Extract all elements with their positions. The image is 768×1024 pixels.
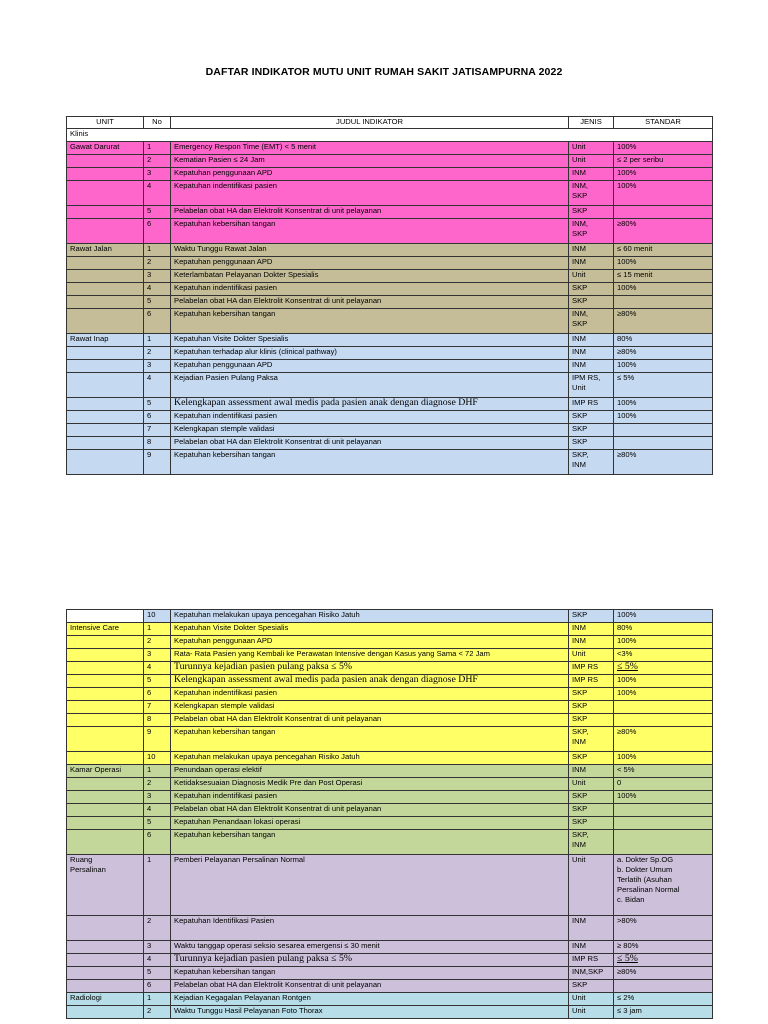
cell-no: 4 bbox=[144, 804, 171, 817]
cell-no: 1 bbox=[144, 855, 171, 916]
cell-unit bbox=[67, 701, 144, 714]
cell-judul: Kelengkapan assessment awal medis pada pasien anak dengan diagnose DHF bbox=[171, 398, 569, 411]
cell-no: 1 bbox=[144, 244, 171, 257]
cell-unit bbox=[67, 752, 144, 765]
cell-no: 4 bbox=[144, 954, 171, 967]
cell-unit bbox=[67, 980, 144, 993]
table1-body bbox=[67, 142, 713, 475]
cell-jenis: INM bbox=[569, 623, 614, 636]
table-row bbox=[67, 804, 713, 817]
cell-no: 2 bbox=[144, 347, 171, 360]
table-row bbox=[67, 954, 713, 967]
cell-unit bbox=[67, 610, 144, 623]
cell-jenis: SKP bbox=[569, 206, 614, 219]
cell-unit bbox=[67, 309, 144, 334]
cell-unit bbox=[67, 360, 144, 373]
cell-no: 1 bbox=[144, 142, 171, 155]
cell-jenis: SKP, INM bbox=[569, 727, 614, 752]
cell-judul: Kepatuhan Visite Dokter Spesialis bbox=[171, 334, 569, 347]
cell-judul: Pelabelan obat HA dan Elektrolit Konsentrat di unit pelayanan bbox=[171, 714, 569, 727]
cell-standar: 100% bbox=[614, 398, 713, 411]
table-row bbox=[67, 373, 713, 398]
cell-no: 2 bbox=[144, 636, 171, 649]
cell-judul: Kelengkapan stemple validasi bbox=[171, 424, 569, 437]
cell-judul: Kelengkapan assessment awal medis pada pasien anak dengan diagnose DHF bbox=[171, 675, 569, 688]
cell-judul: Kepatuhan indentifikasi pasien bbox=[171, 283, 569, 296]
table-row bbox=[67, 701, 713, 714]
cell-judul: Turunnya kejadian pasien pulang paksa ≤ 5% bbox=[171, 954, 569, 967]
cell-jenis: INM bbox=[569, 916, 614, 941]
cell-standar: 100% bbox=[614, 257, 713, 270]
cell-judul: Kepatuhan indentifikasi pasien bbox=[171, 688, 569, 701]
cell-jenis: INM, SKP bbox=[569, 181, 614, 206]
cell-no: 3 bbox=[144, 168, 171, 181]
cell-no: 2 bbox=[144, 1006, 171, 1019]
table-row bbox=[67, 181, 713, 206]
table-row bbox=[67, 649, 713, 662]
cell-standar: 80% bbox=[614, 623, 713, 636]
cell-standar bbox=[614, 701, 713, 714]
cell-unit bbox=[67, 257, 144, 270]
cell-judul: Kejadian Pasien Pulang Paksa bbox=[171, 373, 569, 398]
cell-unit bbox=[67, 424, 144, 437]
cell-standar: 100% bbox=[614, 168, 713, 181]
table-row bbox=[67, 916, 713, 941]
cell-jenis: SKP bbox=[569, 817, 614, 830]
cell-judul: Kepatuhan kebersihan tangan bbox=[171, 219, 569, 244]
cell-unit bbox=[67, 941, 144, 954]
cell-judul: Kepatuhan penggunaan APD bbox=[171, 257, 569, 270]
cell-no: 4 bbox=[144, 181, 171, 206]
cell-jenis: SKP bbox=[569, 701, 614, 714]
table-row bbox=[67, 1006, 713, 1019]
table-row bbox=[67, 662, 713, 675]
table-row bbox=[67, 993, 713, 1006]
cell-jenis: SKP bbox=[569, 752, 614, 765]
cell-no: 3 bbox=[144, 941, 171, 954]
cell-no: 5 bbox=[144, 675, 171, 688]
cell-no: 6 bbox=[144, 309, 171, 334]
cell-no: 10 bbox=[144, 752, 171, 765]
cell-unit bbox=[67, 168, 144, 181]
cell-jenis: SKP, INM bbox=[569, 450, 614, 475]
cell-standar bbox=[614, 817, 713, 830]
cell-jenis: SKP bbox=[569, 688, 614, 701]
cell-jenis: Unit bbox=[569, 855, 614, 916]
cell-standar: 100% bbox=[614, 283, 713, 296]
cell-judul: Kepatuhan melakukan upaya pencegahan Risiko Jatuh bbox=[171, 752, 569, 765]
table-row bbox=[67, 437, 713, 450]
header-jenis: JENIS bbox=[569, 117, 614, 129]
cell-jenis: SKP bbox=[569, 283, 614, 296]
cell-jenis: SKP bbox=[569, 980, 614, 993]
cell-jenis: Unit bbox=[569, 155, 614, 168]
cell-standar bbox=[614, 830, 713, 855]
cell-unit: Gawat Darurat bbox=[67, 142, 144, 155]
cell-no: 1 bbox=[144, 765, 171, 778]
cell-judul: Waktu Tunggu Rawat Jalan bbox=[171, 244, 569, 257]
cell-judul: Pelabelan obat HA dan Elektrolit Konsentrat di unit pelayanan bbox=[171, 804, 569, 817]
cell-standar: ≤ 2 per seribu bbox=[614, 155, 713, 168]
cell-no: 3 bbox=[144, 270, 171, 283]
cell-judul: Ketidaksesuaian Diagnosis Medik Pre dan Post Operasi bbox=[171, 778, 569, 791]
cell-standar: ≥ 80% bbox=[614, 941, 713, 954]
cell-jenis: INM bbox=[569, 168, 614, 181]
cell-standar: 100% bbox=[614, 411, 713, 424]
table-row bbox=[67, 309, 713, 334]
header-unit: UNIT bbox=[67, 117, 144, 129]
table-row bbox=[67, 398, 713, 411]
cell-no: 2 bbox=[144, 778, 171, 791]
cell-standar: 100% bbox=[614, 142, 713, 155]
cell-jenis: SKP bbox=[569, 610, 614, 623]
cell-unit: Ruang Persalinan bbox=[67, 855, 144, 916]
cell-jenis: SKP bbox=[569, 714, 614, 727]
cell-unit bbox=[67, 662, 144, 675]
table-row bbox=[67, 980, 713, 993]
table-row bbox=[67, 941, 713, 954]
cell-jenis: INM, SKP bbox=[569, 219, 614, 244]
cell-unit bbox=[67, 411, 144, 424]
cell-jenis: SKP bbox=[569, 437, 614, 450]
cell-standar: 0 bbox=[614, 778, 713, 791]
cell-standar: < 5% bbox=[614, 765, 713, 778]
cell-standar: 100% bbox=[614, 610, 713, 623]
table-row bbox=[67, 855, 713, 916]
cell-standar bbox=[614, 206, 713, 219]
table-row bbox=[67, 623, 713, 636]
cell-unit bbox=[67, 270, 144, 283]
cell-judul: Kepatuhan kebersihan tangan bbox=[171, 830, 569, 855]
cell-unit bbox=[67, 778, 144, 791]
cell-standar bbox=[614, 296, 713, 309]
table-row bbox=[67, 675, 713, 688]
cell-judul: Waktu Tunggu Hasil Pelayanan Foto Thorax bbox=[171, 1006, 569, 1019]
table-row bbox=[67, 334, 713, 347]
cell-jenis: INM bbox=[569, 347, 614, 360]
cell-unit: Radiologi bbox=[67, 993, 144, 1006]
cell-unit bbox=[67, 727, 144, 752]
cell-unit bbox=[67, 1006, 144, 1019]
cell-judul: Kepatuhan indentifikasi pasien bbox=[171, 411, 569, 424]
cell-judul: Kelengkapan stemple validasi bbox=[171, 701, 569, 714]
cell-jenis: Unit bbox=[569, 778, 614, 791]
cell-standar: 80% bbox=[614, 334, 713, 347]
table-row bbox=[67, 765, 713, 778]
table-row bbox=[67, 360, 713, 373]
cell-jenis: IMP RS bbox=[569, 398, 614, 411]
indicator-table-page2 bbox=[66, 609, 713, 1019]
cell-judul: Kejadian Kegagalan Pelayanan Rontgen bbox=[171, 993, 569, 1006]
cell-no: 5 bbox=[144, 817, 171, 830]
table-row bbox=[67, 206, 713, 219]
cell-jenis: IMP RS bbox=[569, 662, 614, 675]
cell-unit: Intensive Care bbox=[67, 623, 144, 636]
table-row bbox=[67, 155, 713, 168]
table-row bbox=[67, 714, 713, 727]
table-row bbox=[67, 727, 713, 752]
cell-standar: ≥80% bbox=[614, 309, 713, 334]
cell-jenis: Unit bbox=[569, 1006, 614, 1019]
cell-standar: 100% bbox=[614, 752, 713, 765]
cell-jenis: INM bbox=[569, 257, 614, 270]
cell-unit bbox=[67, 296, 144, 309]
cell-jenis: Unit bbox=[569, 649, 614, 662]
cell-no: 1 bbox=[144, 993, 171, 1006]
cell-unit bbox=[67, 688, 144, 701]
cell-unit bbox=[67, 437, 144, 450]
indicator-table-page1 bbox=[66, 116, 713, 475]
table-row bbox=[67, 778, 713, 791]
cell-no: 10 bbox=[144, 610, 171, 623]
cell-no: 9 bbox=[144, 727, 171, 752]
table-row bbox=[67, 450, 713, 475]
cell-judul: Kepatuhan terhadap alur klinis (clinical pathway) bbox=[171, 347, 569, 360]
cell-no: 5 bbox=[144, 296, 171, 309]
cell-standar bbox=[614, 714, 713, 727]
cell-judul: Pelabelan obat HA dan Elektrolit Konsentrat di unit pelayanan bbox=[171, 437, 569, 450]
cell-no: 6 bbox=[144, 411, 171, 424]
cell-standar: 100% bbox=[614, 181, 713, 206]
cell-judul: Kepatuhan kebersihan tangan bbox=[171, 967, 569, 980]
cell-jenis: SKP bbox=[569, 804, 614, 817]
cell-unit bbox=[67, 916, 144, 941]
cell-standar: ≤ 3 jam bbox=[614, 1006, 713, 1019]
cell-standar: >80% bbox=[614, 916, 713, 941]
cell-no: 6 bbox=[144, 830, 171, 855]
cell-no: 4 bbox=[144, 662, 171, 675]
table-row bbox=[67, 347, 713, 360]
cell-standar: ≤ 5% bbox=[614, 373, 713, 398]
cell-no: 8 bbox=[144, 714, 171, 727]
cell-unit bbox=[67, 967, 144, 980]
cell-judul: Kepatuhan penggunaan APD bbox=[171, 360, 569, 373]
cell-standar: ≤ 2% bbox=[614, 993, 713, 1006]
cell-standar: 100% bbox=[614, 791, 713, 804]
table-row bbox=[67, 610, 713, 623]
cell-unit bbox=[67, 206, 144, 219]
cell-standar: <3% bbox=[614, 649, 713, 662]
cell-judul: Rata- Rata Pasien yang Kembali ke Perawatan Intensive dengan Kasus yang Sama < 72 Jam bbox=[171, 649, 569, 662]
table-row bbox=[67, 411, 713, 424]
cell-judul: Kepatuhan indentifikasi pasien bbox=[171, 181, 569, 206]
cell-judul: Kepatuhan penggunaan APD bbox=[171, 168, 569, 181]
table-row bbox=[67, 817, 713, 830]
cell-judul: Emergency Respon Time (EMT) < 5 menit bbox=[171, 142, 569, 155]
cell-judul: Pemberi Pelayanan Persalinan Normal bbox=[171, 855, 569, 916]
cell-jenis: SKP bbox=[569, 791, 614, 804]
cell-no: 1 bbox=[144, 334, 171, 347]
cell-jenis: SKP, INM bbox=[569, 830, 614, 855]
cell-unit bbox=[67, 714, 144, 727]
cell-no: 7 bbox=[144, 424, 171, 437]
cell-unit bbox=[67, 817, 144, 830]
cell-unit bbox=[67, 954, 144, 967]
cell-no: 6 bbox=[144, 980, 171, 993]
cell-unit bbox=[67, 830, 144, 855]
table-row bbox=[67, 636, 713, 649]
cell-standar bbox=[614, 437, 713, 450]
table-row bbox=[67, 283, 713, 296]
table-row bbox=[67, 244, 713, 257]
cell-no: 6 bbox=[144, 688, 171, 701]
header-no: No bbox=[144, 117, 171, 129]
cell-standar bbox=[614, 980, 713, 993]
table-row bbox=[67, 752, 713, 765]
cell-standar: 100% bbox=[614, 688, 713, 701]
cell-standar bbox=[614, 424, 713, 437]
cell-unit: Rawat Inap bbox=[67, 334, 144, 347]
cell-judul: Pelabelan obat HA dan Elektrolit Konsentrat di unit pelayanan bbox=[171, 296, 569, 309]
cell-unit bbox=[67, 804, 144, 817]
cell-standar: ≥80% bbox=[614, 727, 713, 752]
cell-jenis: Unit bbox=[569, 270, 614, 283]
cell-judul: Kepatuhan penggunaan APD bbox=[171, 636, 569, 649]
table-row bbox=[67, 967, 713, 980]
table-row bbox=[67, 296, 713, 309]
cell-no: 7 bbox=[144, 701, 171, 714]
cell-standar: a. Dokter Sp.OG b. Dokter Umum Terlatih (Asuhan Persalinan Normal c. Bidan bbox=[614, 855, 713, 916]
table-row bbox=[67, 424, 713, 437]
cell-jenis: INM bbox=[569, 941, 614, 954]
cell-standar: ≤ 5% bbox=[614, 954, 713, 967]
cell-judul: Kepatuhan kebersihan tangan bbox=[171, 450, 569, 475]
table-row bbox=[67, 219, 713, 244]
cell-no: 5 bbox=[144, 206, 171, 219]
cell-unit bbox=[67, 155, 144, 168]
table-row bbox=[67, 142, 713, 155]
cell-no: 3 bbox=[144, 360, 171, 373]
cell-no: 2 bbox=[144, 155, 171, 168]
cell-jenis: IMP RS bbox=[569, 954, 614, 967]
cell-standar: ≤ 15 menit bbox=[614, 270, 713, 283]
cell-no: 9 bbox=[144, 450, 171, 475]
table-row bbox=[67, 168, 713, 181]
cell-judul: Waktu tanggap operasi seksio sesarea emergensi ≤ 30 menit bbox=[171, 941, 569, 954]
header-standar: STANDAR bbox=[614, 117, 713, 129]
table-row bbox=[67, 257, 713, 270]
cell-unit bbox=[67, 675, 144, 688]
cell-no: 5 bbox=[144, 398, 171, 411]
cell-judul: Pelabelan obat HA dan Elektrolit Konsentrat di unit pelayanan bbox=[171, 980, 569, 993]
section-label: Klinis bbox=[67, 129, 713, 142]
cell-standar: ≤ 60 menit bbox=[614, 244, 713, 257]
cell-unit bbox=[67, 347, 144, 360]
cell-standar: ≥80% bbox=[614, 967, 713, 980]
cell-judul: Kepatuhan Identifikasi Pasien bbox=[171, 916, 569, 941]
cell-judul: Penundaan operasi elektif bbox=[171, 765, 569, 778]
cell-unit: Rawat Jalan bbox=[67, 244, 144, 257]
cell-no: 2 bbox=[144, 257, 171, 270]
cell-judul: Turunnya kejadian pasien pulang paksa ≤ 5% bbox=[171, 662, 569, 675]
cell-judul: Kepatuhan indentifikasi pasien bbox=[171, 791, 569, 804]
cell-jenis: SKP bbox=[569, 296, 614, 309]
cell-judul: Kepatuhan melakukan upaya pencegahan Risiko Jatuh bbox=[171, 610, 569, 623]
header-judul: JUDUL INDIKATOR bbox=[171, 117, 569, 129]
cell-judul: Kematian Pasien ≤ 24 Jam bbox=[171, 155, 569, 168]
table-row bbox=[67, 791, 713, 804]
cell-judul: Pelabelan obat HA dan Elektrolit Konsentrat di unit pelayanan bbox=[171, 206, 569, 219]
cell-standar: 100% bbox=[614, 360, 713, 373]
cell-standar: 100% bbox=[614, 675, 713, 688]
cell-no: 4 bbox=[144, 373, 171, 398]
cell-unit bbox=[67, 283, 144, 296]
cell-standar: 100% bbox=[614, 636, 713, 649]
cell-jenis: INM bbox=[569, 334, 614, 347]
cell-unit bbox=[67, 791, 144, 804]
cell-no: 8 bbox=[144, 437, 171, 450]
cell-unit: Kamar Operasi bbox=[67, 765, 144, 778]
cell-jenis: Unit bbox=[569, 993, 614, 1006]
cell-no: 1 bbox=[144, 623, 171, 636]
cell-judul: Kepatuhan Penandaan lokasi operasi bbox=[171, 817, 569, 830]
cell-no: 3 bbox=[144, 791, 171, 804]
cell-jenis: INM,SKP bbox=[569, 967, 614, 980]
cell-jenis: IMP RS bbox=[569, 675, 614, 688]
cell-jenis: INM bbox=[569, 360, 614, 373]
cell-jenis: INM bbox=[569, 244, 614, 257]
cell-jenis: SKP bbox=[569, 424, 614, 437]
cell-unit bbox=[67, 636, 144, 649]
table-row bbox=[67, 270, 713, 283]
cell-standar: ≤ 5% bbox=[614, 662, 713, 675]
cell-jenis: INM bbox=[569, 636, 614, 649]
cell-no: 2 bbox=[144, 916, 171, 941]
cell-unit bbox=[67, 450, 144, 475]
cell-no: 6 bbox=[144, 219, 171, 244]
cell-judul: Kepatuhan kebersihan tangan bbox=[171, 727, 569, 752]
cell-unit bbox=[67, 181, 144, 206]
cell-judul: Keterlambatan Pelayanan Dokter Spesialis bbox=[171, 270, 569, 283]
cell-unit bbox=[67, 398, 144, 411]
cell-unit bbox=[67, 649, 144, 662]
table-row bbox=[67, 830, 713, 855]
cell-no: 3 bbox=[144, 649, 171, 662]
cell-unit bbox=[67, 373, 144, 398]
table-row bbox=[67, 688, 713, 701]
cell-unit bbox=[67, 219, 144, 244]
cell-judul: Kepatuhan kebersihan tangan bbox=[171, 309, 569, 334]
table2-body bbox=[67, 610, 713, 1019]
cell-no: 4 bbox=[144, 283, 171, 296]
cell-jenis: Unit bbox=[569, 142, 614, 155]
cell-standar bbox=[614, 804, 713, 817]
cell-standar: ≥80% bbox=[614, 347, 713, 360]
cell-standar: ≥80% bbox=[614, 450, 713, 475]
cell-no: 5 bbox=[144, 967, 171, 980]
cell-jenis: IPM RS, Unit bbox=[569, 373, 614, 398]
cell-jenis: INM, SKP bbox=[569, 309, 614, 334]
document-title: DAFTAR INDIKATOR MUTU UNIT RUMAH SAKIT JATISAMPURNA 2022 bbox=[205, 66, 563, 78]
cell-jenis: SKP bbox=[569, 411, 614, 424]
cell-standar: ≥80% bbox=[614, 219, 713, 244]
cell-jenis: INM bbox=[569, 765, 614, 778]
cell-judul: Kepatuhan Visite Dokter Spesialis bbox=[171, 623, 569, 636]
